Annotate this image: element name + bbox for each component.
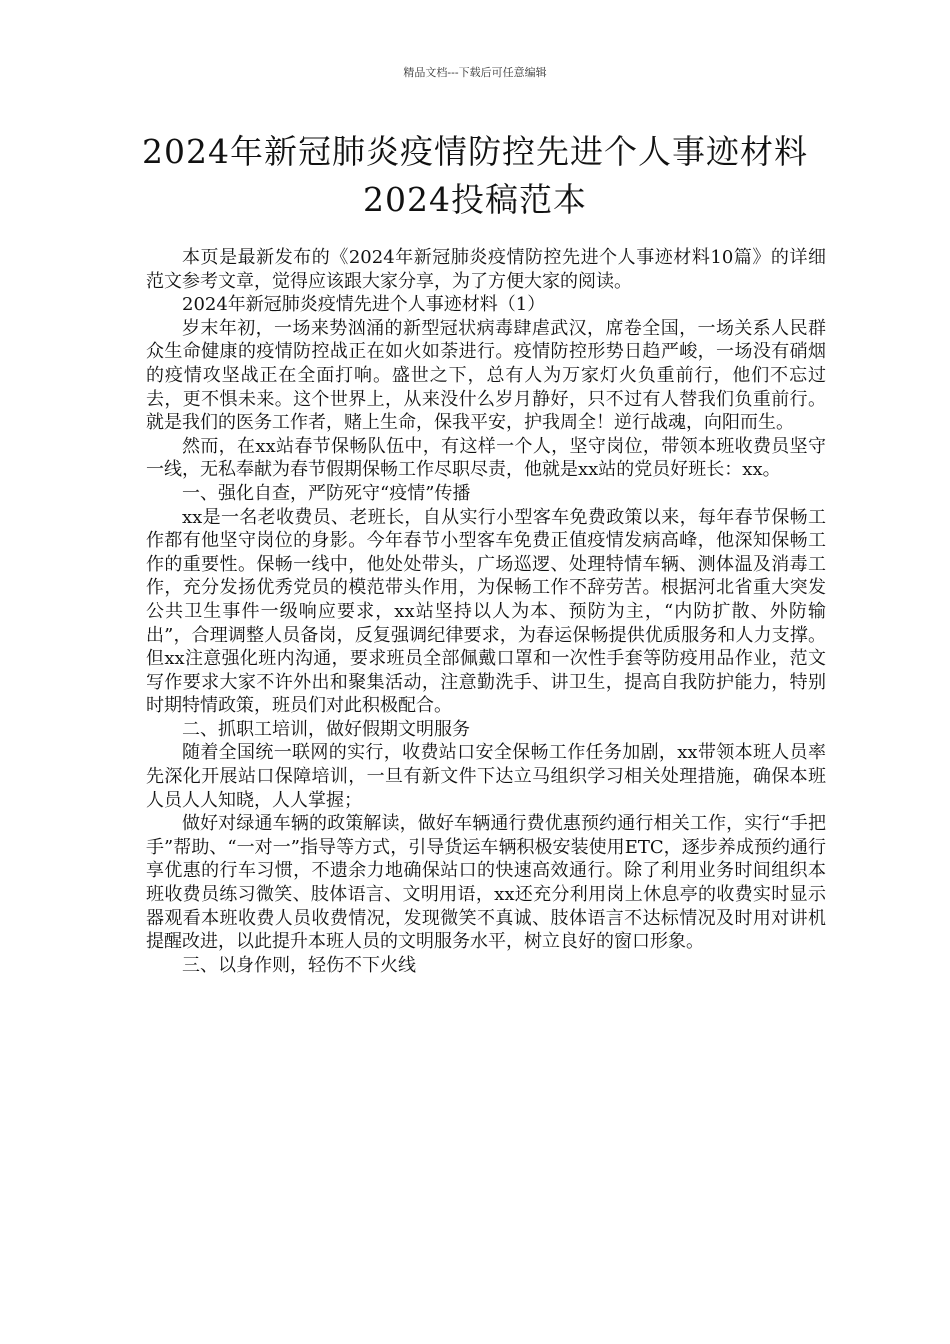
section-heading-1: 一、强化自查，严防死守“疫情”传播 xyxy=(182,482,471,504)
document-body xyxy=(146,246,826,977)
body-paragraph: 随着全国统一联网的实行，收费站口安全保畅工作任务加剧，xx带领本班人员率先深化开展站口保障培训，一旦有新文件下达立马组织学习相关处理措施，确保本班人员人人知晓，人人掌握； xyxy=(146,742,826,811)
body-paragraph: 岁末年初，一场来势汹涌的新型冠状病毒肆虐武汉，席卷全国，一场关系人民群众生命健康的疫情防控战正在如火如荼进行。疫情防控形势日趋严峻，一场没有硝烟的疫情攻坚战正在全面打响。盛世之下，总有人为万家灯火负重前行，他们不忘过去，更不惧未来。这个世界上，从来没什么岁月静好，只不过有人替我们负重前行。就是我们的医务工作者，赌上生命，保我平安，护我周全！逆行战魂，向阳而生。 xyxy=(146,317,826,434)
body-paragraph: 然而，在xx站春节保畅队伍中，有这样一个人，坚守岗位，带领本班收费员坚守一线，无私奉献为春节假期保畅工作尽职尽责，他就是xx站的党员好班长：xx。 xyxy=(146,435,826,481)
section-heading-material-1: 2024年新冠肺炎疫情先进个人事迹材料（1） xyxy=(182,294,546,316)
body-paragraph: 做好对绿通车辆的政策解读，做好车辆通行费优惠预约通行相关工作，实行“手把手”帮助、“一对一”指导等方式，引导货运车辆积极安装使用ETC，逐步养成预约通行享优惠的行车习惯，不遗余力地确保站口的快速高效通行。除了利用业务时间组织本班收费员练习微笑、肢体语言、文明用语，xx还充分利用岗上休息亭的收费实时显示器观看本班收费人员收费情况，发现微笑不真诚、肢体语言不达标情况及时用对讲机提醒改进，以此提升本班人员的文明服务水平，树立良好的窗口形象。 xyxy=(146,813,826,953)
header-note: 精品文档---下载后可任意编辑 xyxy=(403,66,547,79)
intro-paragraph: 本页是最新发布的《2024年新冠肺炎疫情防控先进个人事迹材料10篇》的详细范文参考文章，觉得应该跟大家分享，为了方便大家的阅读。 xyxy=(146,247,826,292)
section-heading-2: 二、抓职工培训，做好假期文明服务 xyxy=(182,718,470,740)
body-paragraph: xx是一名老收费员、老班长，自从实行小型客车免费政策以来，每年春节保畅工作都有他坚守岗位的身影。今年春节小型客车免费正值疫情发病高峰，他深知保畅工作的重要性。保畅一线中，他处处带头，广场巡逻、处理特情车辆、测体温及消毒工作，充分发扬优秀党员的模范带头作用，为保畅工作不辞劳苦。根据河北省重大突发公共卫生事件一级响应要求，xx站坚持以人为本、预防为主，“内防扩散、外防输出”，合理调整人员备岗，反复强调纪律要求，为春运保畅提供优质服务和人力支撑。但xx注意强化班内沟通，要求班员全部佩戴口罩和一次性手套等防疫用品作业，范文写作要求大家不许外出和聚集活动，注意勤洗手、讲卫生，提高自我防护能力，特别时期特情政策，班员们对此积极配合。 xyxy=(146,506,826,717)
section-heading-3: 三、以身作则，轻伤不下火线 xyxy=(182,954,416,976)
document-title: 2024年新冠肺炎疫情防控先进个人事迹材料2024投稿范本 xyxy=(142,132,808,219)
